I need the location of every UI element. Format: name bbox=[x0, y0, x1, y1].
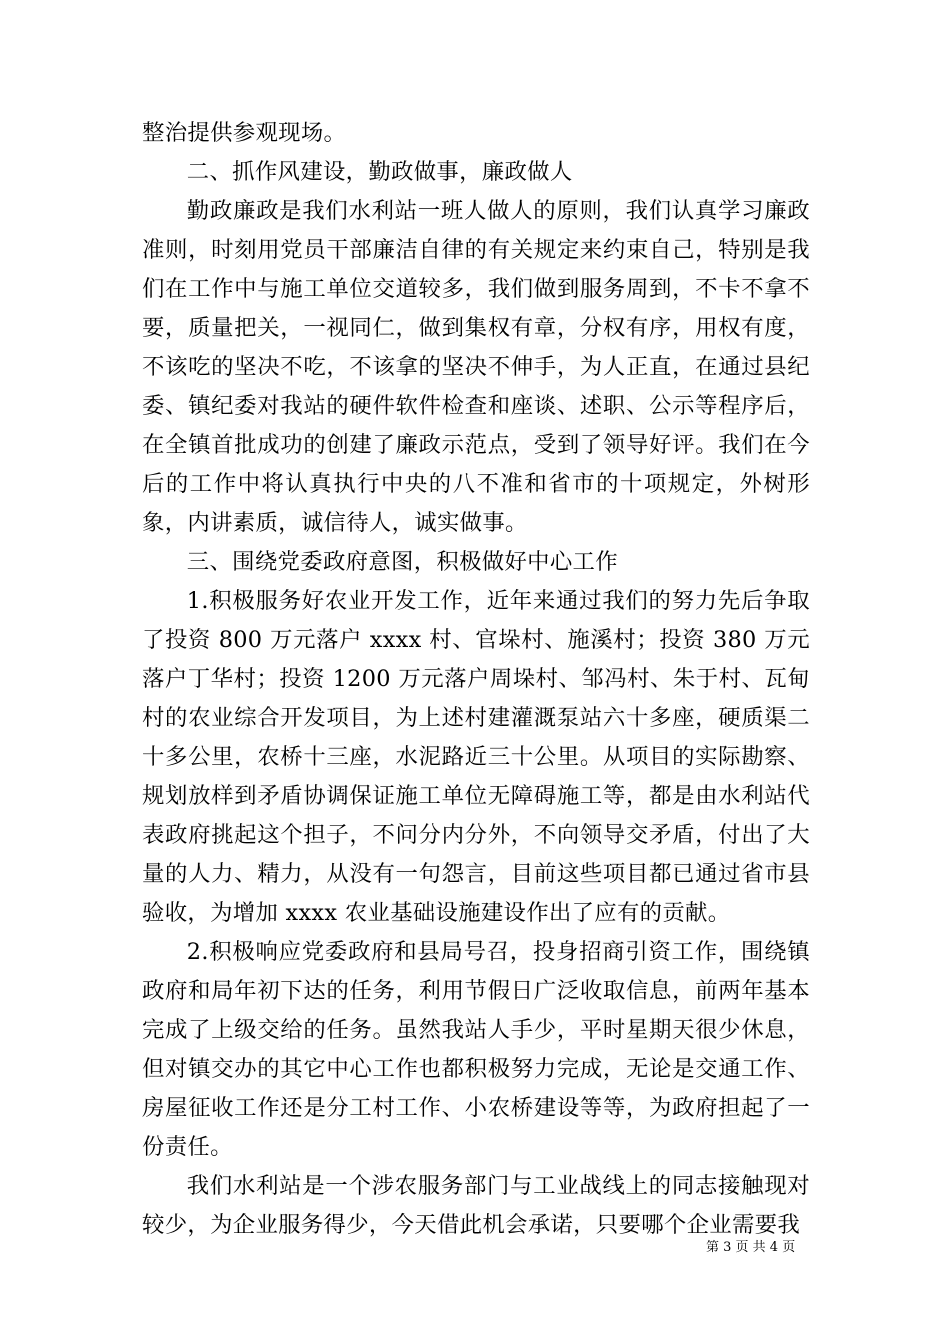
paragraph-integrity: 勤政廉政是我们水利站一班人做人的原则，我们认真学习廉政准则，时刻用党员干部廉洁自律的有关规定来约束自己，特别是我们在工作中与施工单位交道较多，我们做到服务周到，不卡不拿不要，质量把关，一视同仁，做到集权有章，分权有序，用权有度，不该吃的坚决不吃，不该拿的坚决不伸手，为人正直，在通过县纪委、镇纪委对我站的硬件软件检查和座谈、述职、公示等程序后，在全镇首批成功的创建了廉政示范点，受到了领导好评。我们在今后的工作中将认真执行中央的八不准和省市的十项规定，外树形象，内讲素质，诚信待人，诚实做事。 bbox=[142, 198, 810, 536]
section-heading-3: 三、围绕党委政府意图，积极做好中心工作 bbox=[186, 549, 618, 575]
paragraph-item-1: 1.积极服务好农业开发工作，近年来通过我们的努力先后争取了投资 800 万元落户 xxxx 村、官垛村、施溪村；投资 380 万元落户丁华村；投资 1200 万元落户周垛村、邹冯村、朱于村、瓦甸村的农业综合开发项目，为上述村建灌溉泵站六十多座，硬质渠二十多公里，农桥十三座，水泥路近三十公里。从项目的实际勘察、规划放样到矛盾协调保证施工单位无障碍施工等，都是由水利站代表政府挑起这个担子，不问分内分外，不向领导交矛盾，付出了大量的人力、精力，从没有一句怨言，目前这些项目都已通过省市县验收，为增加 xxxx 农业基础设施建设作出了应有的贡献。 bbox=[142, 588, 810, 926]
paragraph-closing: 我们水利站是一个涉农服务部门与工业战线上的同志接触现对较少，为企业服务得少，今天借此机会承诺，只要哪个企业需要我 bbox=[142, 1173, 810, 1238]
section-heading-2: 二、抓作风建设，勤政做事，廉政做人 bbox=[186, 159, 573, 185]
paragraph-continuation: 整治提供参观现场。 bbox=[142, 120, 347, 146]
document-body bbox=[142, 114, 810, 1245]
page-number-footer: 第 3 页 共 4 页 bbox=[706, 1240, 796, 1255]
paragraph-item-2: 2.积极响应党委政府和县局号召，投身招商引资工作，围绕镇政府和局年初下达的任务，利用节假日广泛收取信息，前两年基本完成了上级交给的任务。虽然我站人手少，平时星期天很少休息，但对镇交办的其它中心工作也都积极努力完成，无论是交通工作、房屋征收工作还是分工村工作、小农桥建设等等，为政府担起了一份责任。 bbox=[142, 939, 810, 1160]
